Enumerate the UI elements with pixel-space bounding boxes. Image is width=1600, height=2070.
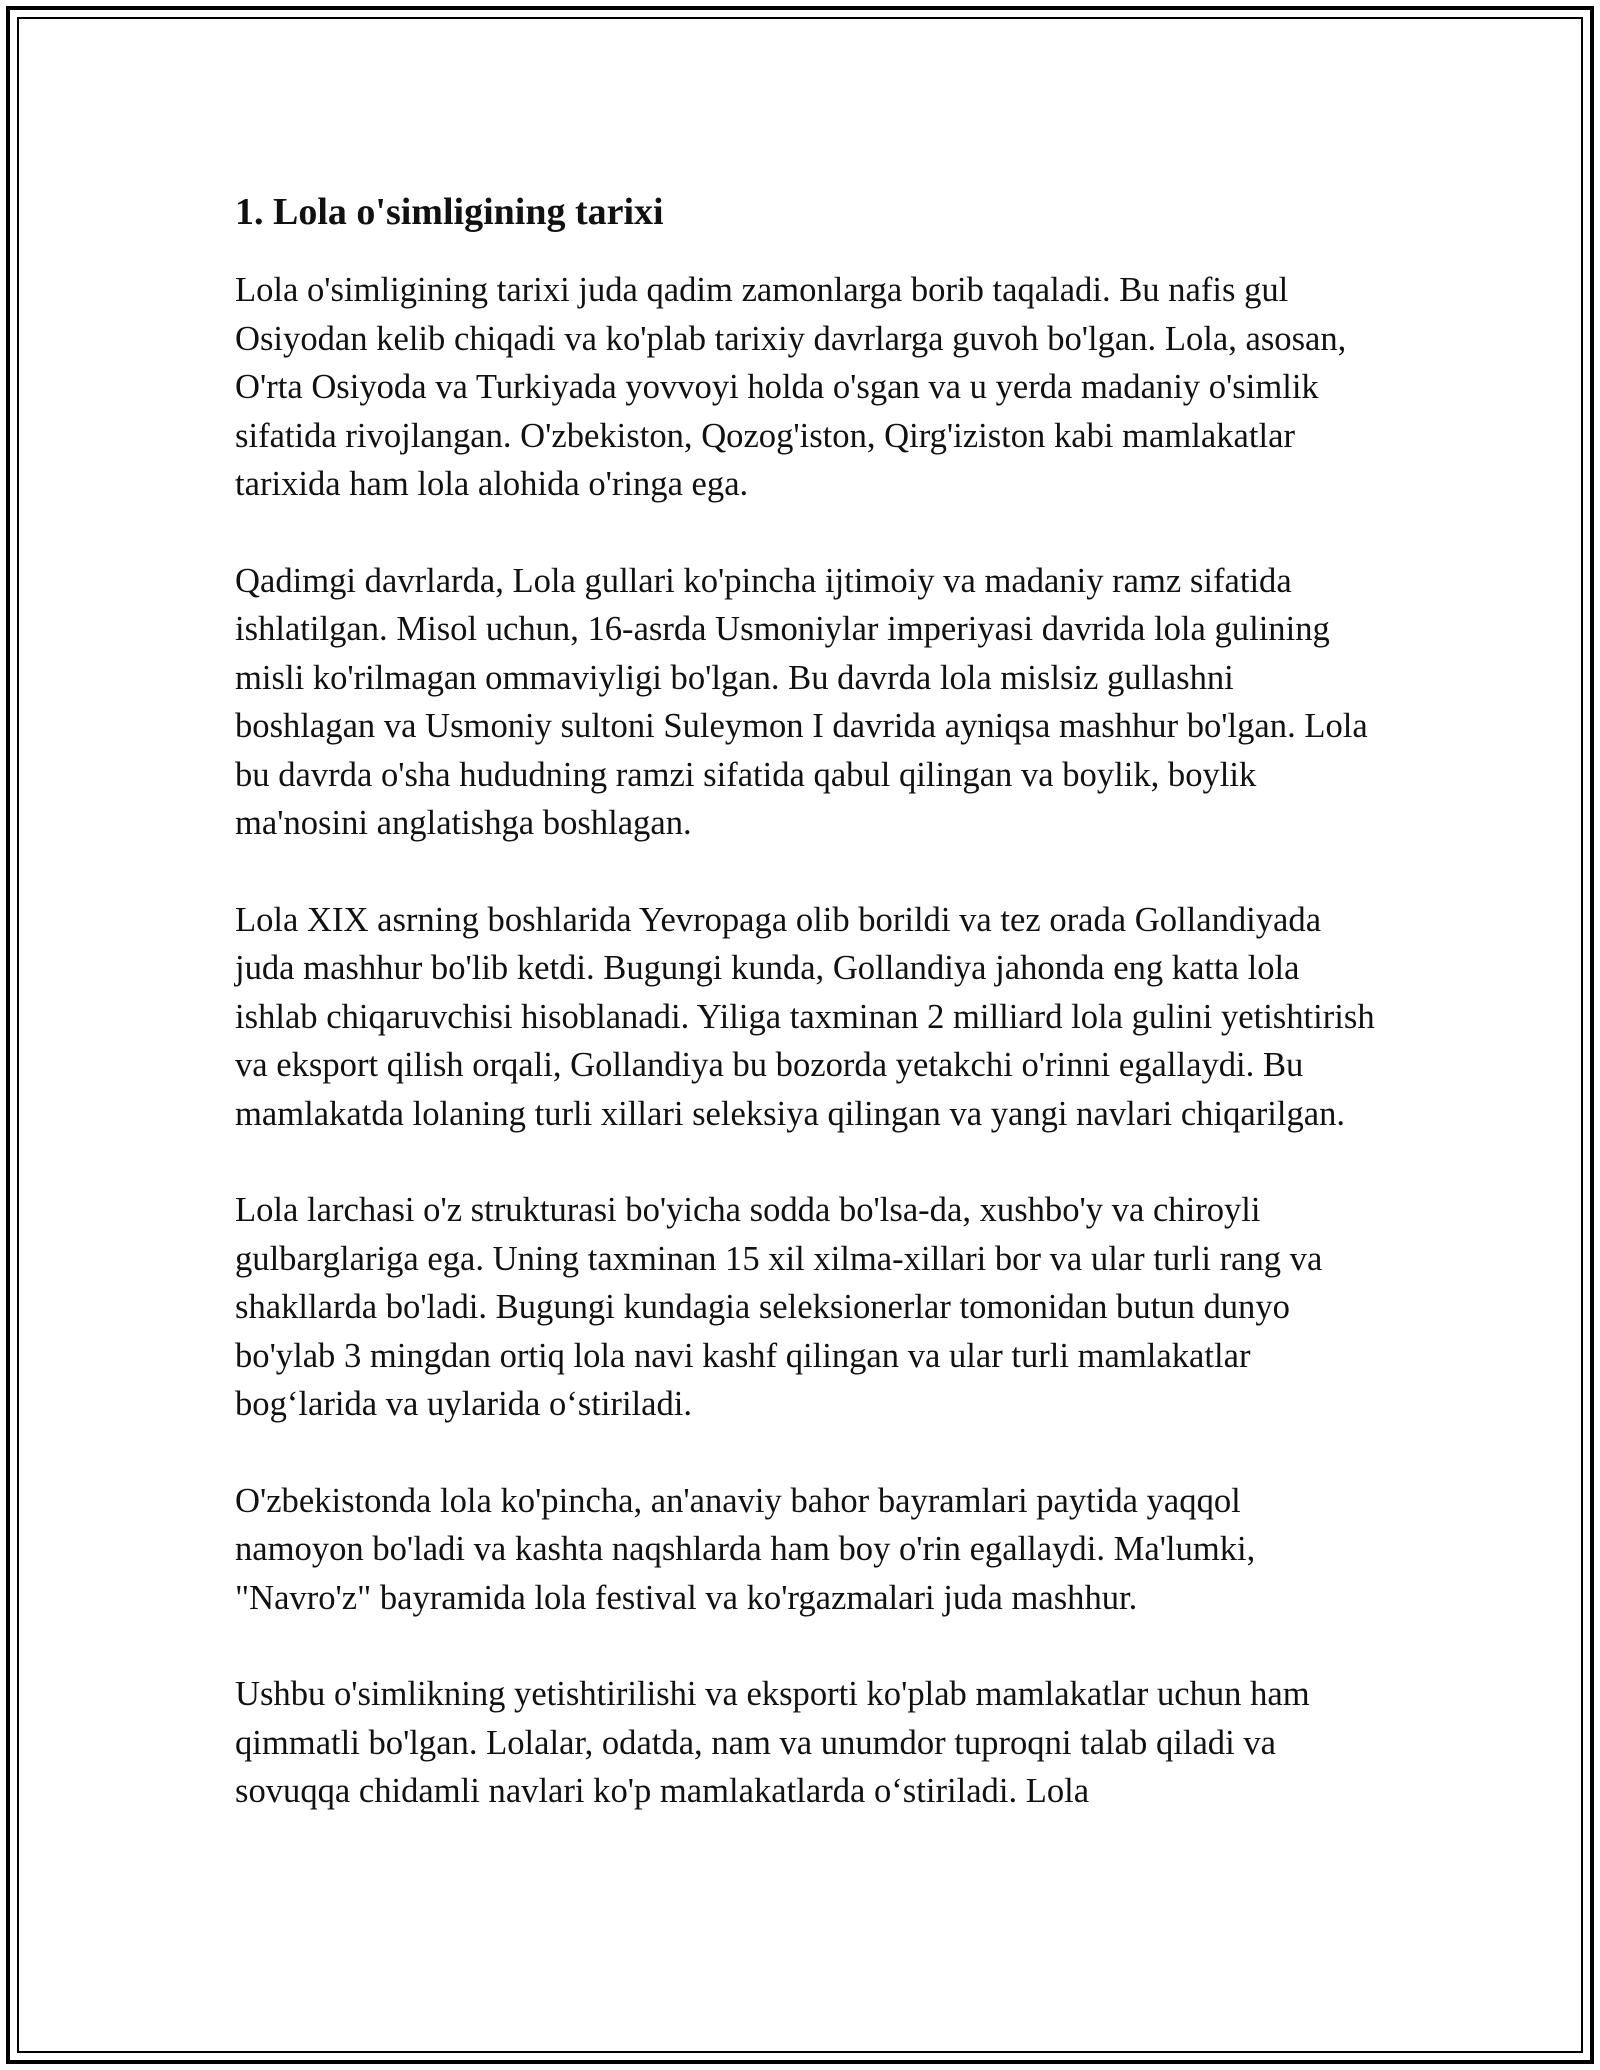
paragraph-varieties: Lola larchasi o'z strukturasi bo'yicha sodda bo'lsa-da, xushbo'y va chiroyli gulbarglariga ega. Uning taxminan 15 xil xilma-xillari bor va ular turli rang va shakllarda bo'ladi. Bugungi kundagia seleksionerlar tomonidan butun dunyo bo'ylab 3 mingdan ortiq lola navi kashf qilingan va ular turli mamlakatlar bog‘larida va uylarida o‘stiriladi.: [235, 1191, 1323, 1423]
section-heading: 1. Lola o'simligining tarixi: [235, 191, 664, 233]
paragraph-history-origin: Lola o'simligining tarixi juda qadim zamonlarga borib taqaladi. Bu nafis gul Osiyodan kelib chiqadi va ko'plab tarixiy davrlarga guvoh bo'lgan. Lola, asosan, O'rta Osiyoda va Turkiyada yovvoyi holda o'sgan va u yerda madaniy o'simlik sifatida rivojlangan. O'zbekiston, Qozog'iston, Qirg'iziston kabi mamlakatlar tarixida ham lola alohida o'ringa ega.: [235, 271, 1347, 503]
paragraph-ottoman-era: Qadimgi davrlarda, Lola gullari ko'pincha ijtimoiy va madaniy ramz sifatida ishlatilgan. Misol uchun, 16-asrda Usmoniylar imperiyasi davrida lola gulining misli ko'rilmagan ommaviyligi bo'lgan. Bu davrda lola mislsiz gullashni boshlagan va Usmoniy sultoni Suleymon I davrida ayniqsa mashhur bo'lgan. Lola bu davrda o'sha hududning ramzi sifatida qabul qilingan va boylik, boylik ma'nosini anglatishga boshlagan.: [235, 561, 1368, 842]
paragraph-uzbekistan: O'zbekistonda lola ko'pincha, an'anaviy bahor bayramlari paytida yaqqol namoyon bo'ladi va kashta naqshlarda ham boy o'rin egallaydi. Ma'lumki, "Navro'z" bayramida lola festival va ko'rgazmalari juda mashhur.: [235, 1481, 1256, 1617]
document-body: [235, 186, 1375, 1816]
paragraph-cultivation-export: Ushbu o'simlikning yetishtirilishi va eksporti ko'plab mamlakatlar uchun ham qimmatli bo'lgan. Lolalar, odatda, nam va unumdor tuproqni talab qiladi va sovuqqa chidamli navlari ko'p mamlakatlarda o‘stiriladi. Lola: [235, 1675, 1310, 1810]
paragraph-europe-netherlands: Lola XIX asrning boshlarida Yevropaga olib borildi va tez orada Gollandiyada juda mashhur bo'lib ketdi. Bugungi kunda, Gollandiya jahonda eng katta lola ishlab chiqaruvchisi hisoblanadi. Yiliga taxminan 2 milliard lola gulini yetishtirish va eksport qilish orqali, Gollandiya bu bozorda yetakchi o'rinni egallaydi. Bu mamlakatda lolaning turli xillari seleksiya qilingan va yangi navlari chiqarilgan.: [235, 900, 1375, 1133]
